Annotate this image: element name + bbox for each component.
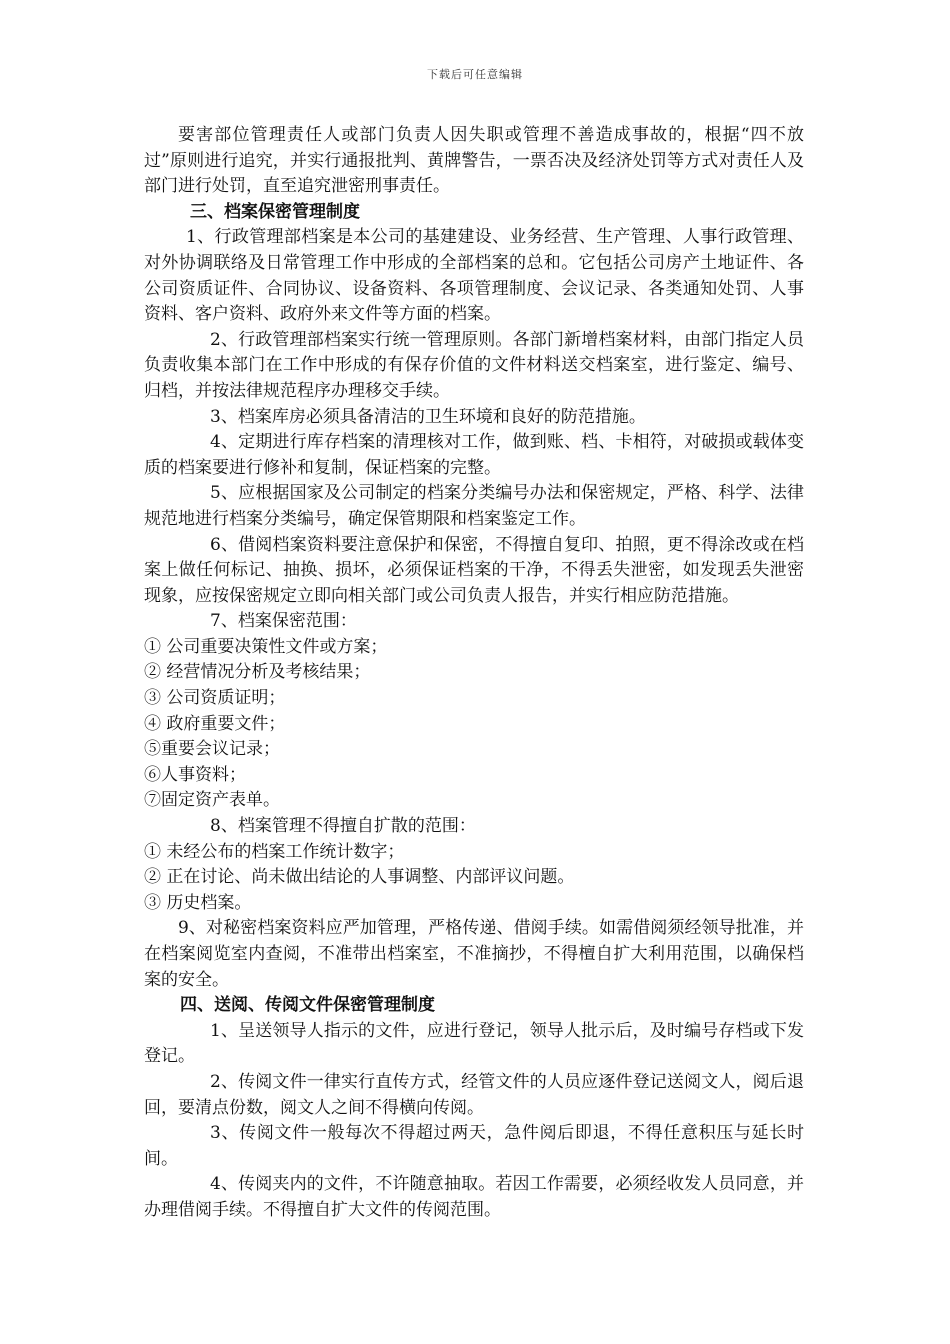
paragraph-archive-item-4: 4、定期进行库存档案的清理核对工作，做到账、档、卡相符，对破损或载体变质的档案要进行修补和复制，保证档案的完整。 [144, 432, 804, 478]
list-item-scope-7: ⑦固定资产表单。 [144, 790, 280, 811]
page-header-note: 下载后可任意编辑 [427, 68, 523, 81]
paragraph-circulation-item-4: 4、传阅夹内的文件，不许随意抽取。若因工作需要，必须经收发人员同意，并办理借阅手续。不得擅自扩大文件的传阅范围。 [144, 1174, 804, 1220]
paragraph-circulation-item-3: 3、传阅文件一般每次不得超过两天，急件阅后即退，不得任意积压与延长时间。 [144, 1123, 804, 1169]
paragraph-circulation-item-1: 1、呈送领导人指示的文件，应进行登记，领导人批示后，及时编号存档或下发登记。 [144, 1020, 804, 1067]
list-item-scope-3: ③ 公司资质证明； [144, 688, 286, 709]
paragraph-archive-item-2: 2、行政管理部档案实行统一管理原则。各部门新增档案材料，由部门指定人员负责收集本部门在工作中形成的有保存价值的文件材料送交档案室，进行鉴定、编号、归档，并按法律规范程序办理移交手续。 [144, 329, 804, 401]
paragraph-archive-item-5: 5、应根据国家及公司制定的档案分类编号办法和保密规定，严格、科学、法律规范地进行档案分类编号，确定保管期限和档案鉴定工作。 [144, 483, 804, 529]
section-heading-circulation: 四、送阅、传阅文件保密管理制度 [180, 995, 435, 1016]
section-heading-archive-confidentiality: 三、档案保密管理制度 [190, 201, 360, 222]
paragraph-archive-item-1: 1、行政管理部档案是本公司的基建建设、业务经营、生产管理、人事行政管理、对外协调联络及日常管理工作中形成的全部档案的总和。它包括公司房产土地证件、各公司资质证件、合同协议、设备资料、各项管理制度、会议记录、各类通知处罚、人事资料、客户资料、政府外来文件等方面的档案。 [144, 227, 804, 325]
list-item-scope-2: ② 经营情况分析及考核结果； [144, 662, 371, 683]
list-item-restricted-2: ② 正在讨论、尚未做出结论的人事调整、内部评议问题。 [144, 867, 575, 888]
paragraph-archive-item-3: 3、档案库房必须具备清洁的卫生环境和良好的防范措施。 [210, 406, 646, 427]
paragraph-archive-item-8: 8、档案管理不得擅自扩散的范围： [210, 816, 476, 837]
paragraph-archive-item-6: 6、借阅档案资料要注意保护和保密，不得擅自复印、拍照，更不得涂改或在档案上做任何标记、抽换、损坏，必须保证档案的干净，不得丢失泄密，如发现丢失泄密现象，应按保密规定立即向相关部门或公司负责人报告，并实行相应防范措施。 [144, 534, 804, 606]
list-item-scope-5: ⑤重要会议记录； [144, 739, 280, 760]
paragraph-accountability: 要害部位管理责任人或部门负责人因失职或管理不善造成事故的，根据“四不放过”原则进行追究，并实行通报批判、黄牌警告，一票否决及经济处罚等方式对责任人及部门进行处罚，直至追究泄密刑事责任。 [144, 125, 804, 197]
list-item-restricted-3: ③ 历史档案。 [144, 892, 252, 913]
list-item-scope-4: ④ 政府重要文件； [144, 713, 286, 734]
paragraph-circulation-item-2: 2、传阅文件一律实行直传方式，经管文件的人员应逐件登记送阅文人，阅后退回，要清点份数，阅文人之间不得横向传阅。 [144, 1071, 804, 1118]
list-item-scope-1: ① 公司重要决策性文件或方案； [144, 636, 388, 657]
paragraph-archive-item-7: 7、档案保密范围： [210, 611, 357, 632]
paragraph-archive-item-9: 9、对秘密档案资料应严加管理，严格传递、借阅手续。如需借阅须经领导批准，并在档案阅览室内查阅，不准带出档案室，不准摘抄，不得檀自扩大利用范围，以确保档案的安全。 [144, 918, 804, 990]
list-item-restricted-1: ① 未经公布的档案工作统计数字； [144, 841, 405, 862]
document-body [144, 123, 804, 1224]
list-item-scope-6: ⑥人事资料； [144, 764, 246, 785]
